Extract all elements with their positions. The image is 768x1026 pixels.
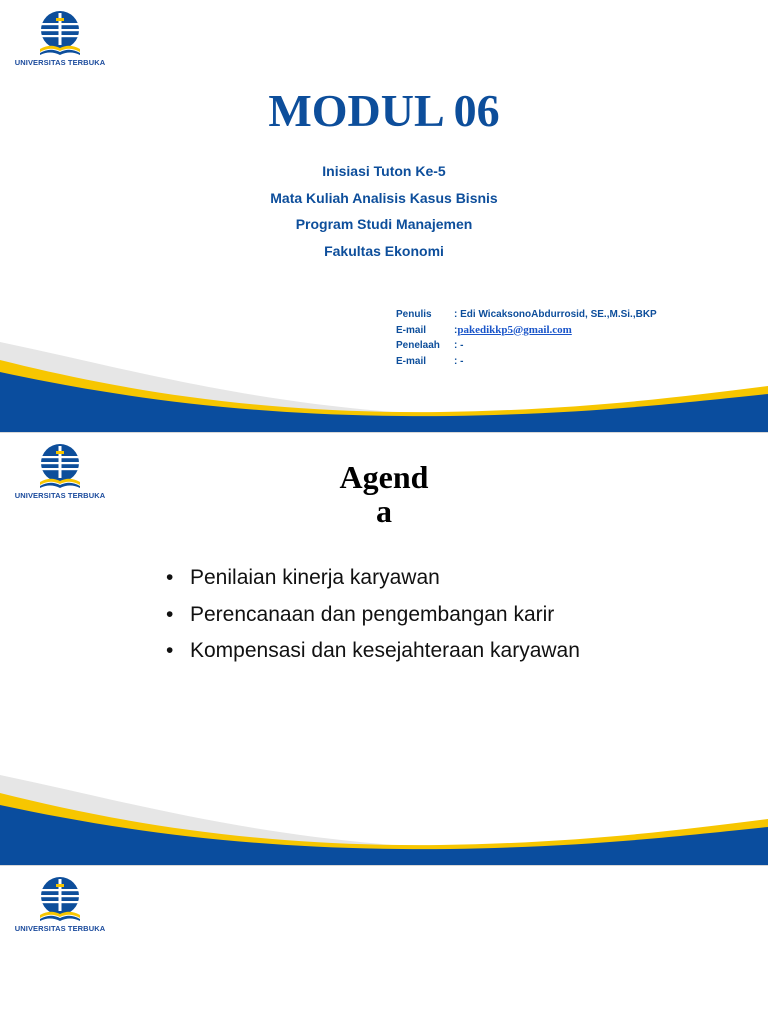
- list-item-text: Kompensasi dan kesejahteraan karyawan: [190, 639, 580, 662]
- info-value: : -: [454, 355, 464, 367]
- bullet-icon: •: [166, 602, 174, 626]
- info-value: : Edi WicaksonoAbdurrosid, SE.,M.Si.,BKP: [454, 309, 657, 320]
- subtitle-block: [0, 158, 768, 264]
- module-title: MODUL 06: [268, 85, 500, 136]
- footer-wave: [0, 342, 768, 432]
- agenda-title-line1: Agend: [339, 459, 429, 495]
- ut-emblem-icon: [37, 10, 83, 56]
- list-item: [166, 633, 580, 670]
- info-label: Penelaah: [396, 340, 440, 351]
- subtitle-line: Mata Kuliah Analisis Kasus Bisnis: [270, 189, 498, 206]
- info-value: : -: [454, 340, 464, 351]
- info-row-author: [396, 307, 657, 323]
- agenda-title-line2: a: [376, 493, 392, 529]
- info-label: E-mail: [396, 355, 427, 367]
- logo-text: UNIVERSITAS TERBUKA: [14, 491, 106, 500]
- agenda-title: [0, 460, 768, 528]
- slide-third: [0, 866, 768, 1026]
- logo-text: UNIVERSITAS TERBUKA: [14, 924, 106, 933]
- university-logo: [10, 10, 110, 67]
- info-value: [454, 323, 572, 339]
- info-label: E-mail: [396, 324, 427, 336]
- bullet-icon: •: [166, 566, 174, 589]
- subtitle-line: Fakultas Ekonomi: [324, 242, 444, 259]
- info-prefix: :: [454, 324, 458, 336]
- slide-title: [0, 0, 768, 432]
- logo-text: UNIVERSITAS TERBUKA: [14, 58, 106, 67]
- list-item-text: Perencanaan dan pengembangan karir: [190, 602, 555, 626]
- agenda-list: [166, 560, 580, 670]
- list-item-text: Penilaian kinerja karyawan: [190, 566, 440, 589]
- info-label: Penulis: [396, 309, 432, 320]
- university-logo: [10, 876, 110, 933]
- footer-wave: [0, 775, 768, 865]
- subtitle-line: Inisiasi Tuton Ke-5: [322, 163, 446, 179]
- email-link[interactable]: pakedikkp5@gmail.com: [457, 323, 572, 336]
- list-item: [166, 597, 580, 634]
- bullet-icon: •: [166, 639, 174, 662]
- list-item: [166, 560, 580, 597]
- ut-emblem-icon: [37, 876, 83, 922]
- subtitle-line: Program Studi Manajemen: [295, 216, 473, 232]
- info-row-email: [396, 323, 657, 339]
